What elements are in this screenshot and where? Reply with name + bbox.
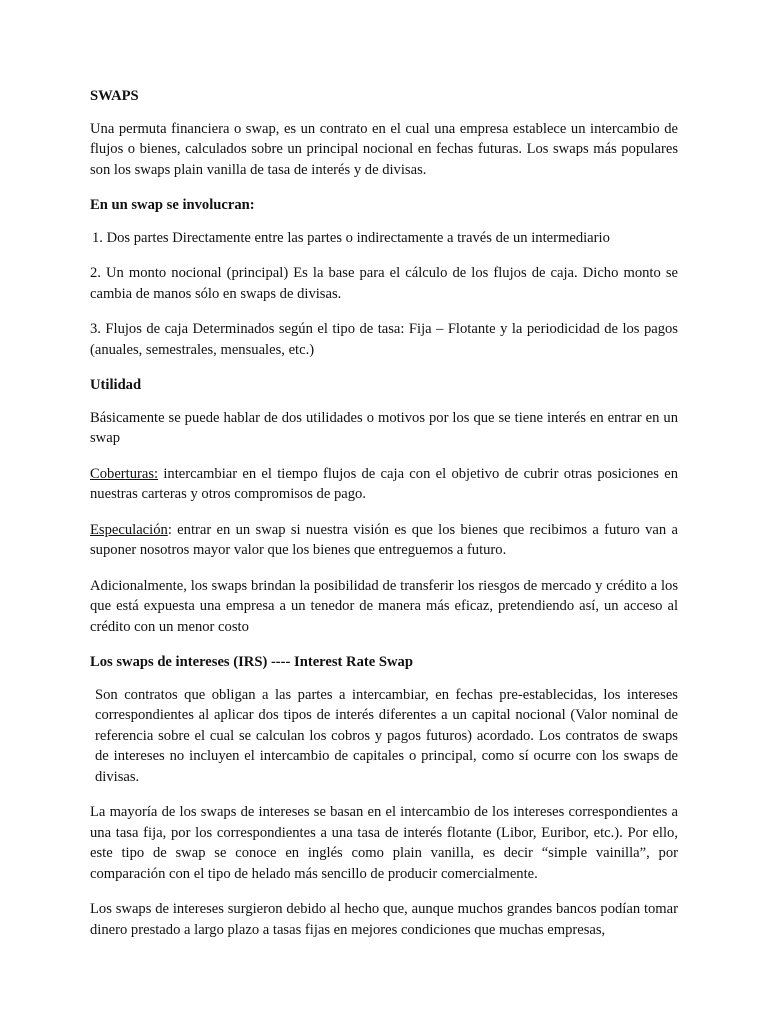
coberturas-paragraph bbox=[90, 464, 678, 505]
coberturas-term: Coberturas: bbox=[90, 465, 159, 482]
list-item-2: 2. Un monto nocional (principal) Es la base para el cálculo de los flujos de caja. Dicho monto se cambia de manos sólo en swaps de divisas. bbox=[90, 265, 678, 302]
document-body bbox=[90, 86, 678, 955]
coberturas-text: intercambiar en el tiempo flujos de caja con el objetivo de cubrir otras posiciones en nuestras carteras y otros compromisos de pago. bbox=[90, 465, 678, 502]
irs-heading: Los swaps de intereses (IRS) ---- Interest Rate Swap bbox=[90, 654, 413, 670]
adicional-paragraph: Adicionalmente, los swaps brindan la posibilidad de transferir los riesgos de mercado y crédito a los que está expuesta una empresa a un tenedor de manera más eficaz, pretendiendo así, un acceso al crédito con un menor costo bbox=[90, 577, 678, 635]
page-title: SWAPS bbox=[90, 88, 139, 104]
irs-paragraph-3: Los swaps de intereses surgieron debido al hecho que, aunque muchos grandes bancos podían tomar dinero prestado a largo plazo a tasas fijas en mejores condiciones que muchas empresas, bbox=[90, 901, 678, 938]
especulacion-term: Especulación bbox=[90, 521, 168, 538]
especulacion-paragraph bbox=[90, 520, 678, 561]
involve-heading: En un swap se involucran: bbox=[90, 197, 255, 213]
irs-paragraph-2: La mayoría de los swaps de intereses se basan en el intercambio de los intereses correspondientes a una tasa fija, por los correspondientes a una tasa de interés flotante (Libor, Euribor, etc.). Por ello, este tipo de swap se conoce en inglés como plain vanilla, es decir “simple vainilla”, por comparación con el tipo de helado más sencillo de producir comercialmente. bbox=[90, 804, 678, 882]
intro-paragraph: Una permuta financiera o swap, es un contrato en el cual una empresa establece un intercambio de flujos o bienes, calculados sobre un principal nocional en fechas futuras. Los swaps más populares son los swaps plain vanilla de tasa de interés y de divisas. bbox=[90, 120, 678, 178]
irs-paragraph-1: Son contratos que obligan a las partes a intercambiar, en fechas pre-establecidas, los intereses correspondientes al aplicar dos tipos de interés diferentes a un capital nocional (Valor nominal de referencia sobre el cual se calculan los cobros y pagos futuros) acordado. Los contratos de swaps de intereses no incluyen el intercambio de capitales o principal, como sí ocurre con los swaps de divisas. bbox=[95, 686, 678, 785]
list-item-1: 1. Dos partes Directamente entre las partes o indirectamente a través de un intermediario bbox=[92, 229, 610, 246]
utilidad-paragraph: Básicamente se puede hablar de dos utilidades o motivos por los que se tiene interés en entrar en un swap bbox=[90, 409, 678, 446]
list-item-3: 3. Flujos de caja Determinados según el tipo de tasa: Fija – Flotante y la periodicidad de los pagos (anuales, semestrales, mensuales, etc.) bbox=[90, 321, 678, 358]
especulacion-text: : entrar en un swap si nuestra visión es que los bienes que recibimos a futuro van a suponer nosotros mayor valor que los bienes que entreguemos a futuro. bbox=[90, 521, 678, 558]
utilidad-heading: Utilidad bbox=[90, 377, 142, 393]
